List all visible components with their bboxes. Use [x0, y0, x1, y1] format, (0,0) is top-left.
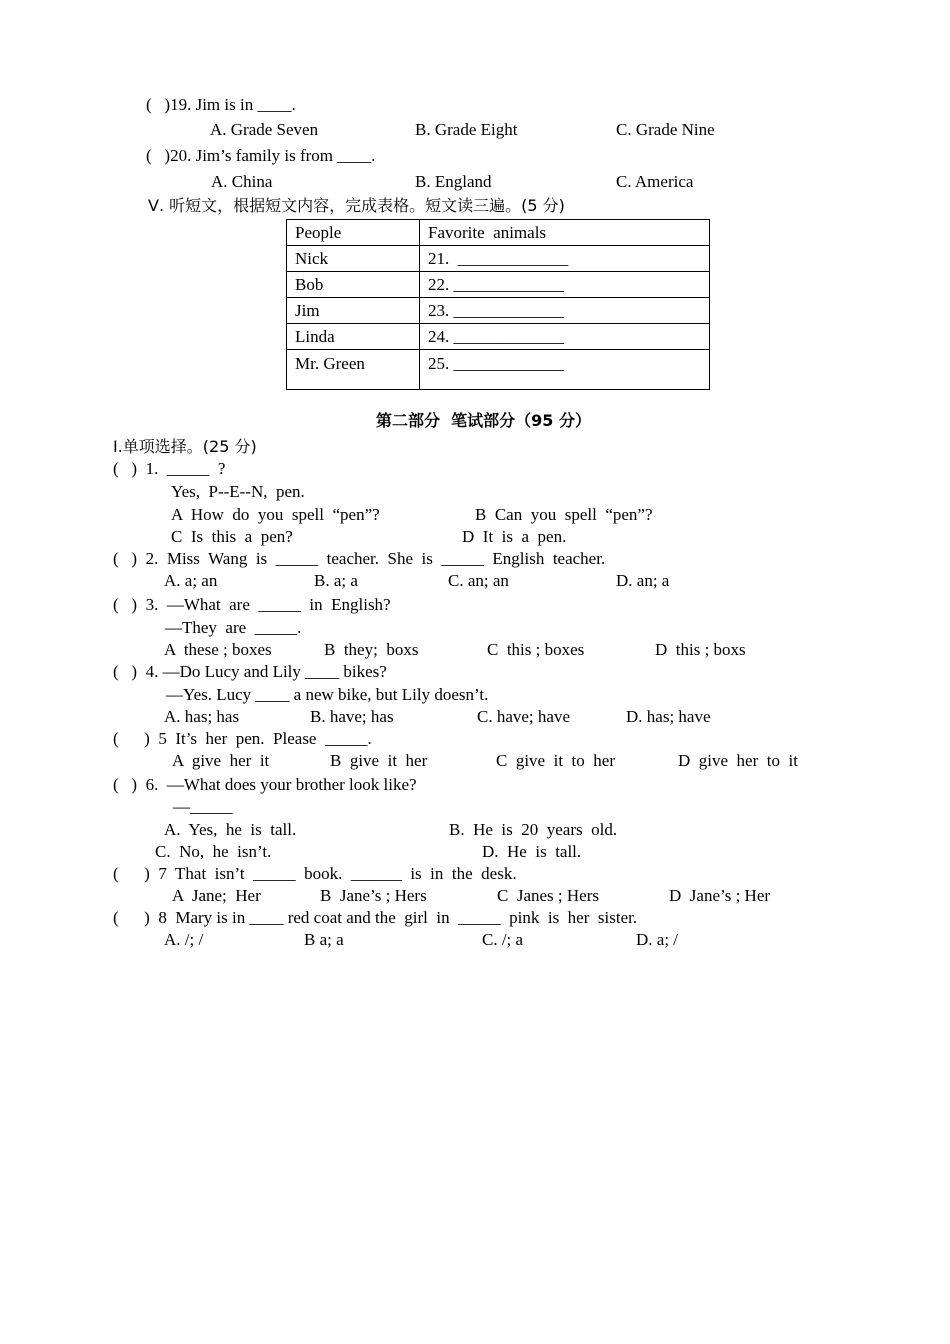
table-cell-person: Linda — [287, 324, 420, 350]
q3-stem: ( ) 3. —What are _____ in English? — [113, 595, 391, 614]
q8-option-c: C. /; a — [482, 930, 524, 949]
q6-option-a: A. Yes, he is tall. — [164, 820, 297, 839]
table-row — [287, 350, 710, 390]
q4-option-b: B. have; has — [310, 707, 394, 726]
q8-option-b: B a; a — [304, 930, 344, 949]
table-cell-blank: 21. _____________ — [420, 246, 710, 272]
q1-option-b: B Can you spell “pen”? — [475, 505, 653, 524]
table-cell-blank: 24. _____________ — [420, 324, 710, 350]
q20-stem: ( )20. Jim’s family is from ____. — [146, 146, 376, 165]
q4-option-a: A. has; has — [164, 707, 240, 726]
q7-option-d: D Jane’s ; Her — [669, 886, 771, 905]
favorite-animals-table — [286, 219, 710, 390]
table-cell-blank: 23. _____________ — [420, 298, 710, 324]
q4-option-c: C. have; have — [477, 707, 570, 726]
q7-option-c: C Janes ; Hers — [497, 886, 599, 905]
q20-option-a: A. China — [211, 172, 273, 191]
table-header-animals: Favorite animals — [420, 220, 710, 246]
q3-sub: —They are _____. — [165, 618, 302, 637]
q1-option-a: A How do you spell “pen”? — [171, 505, 380, 524]
q2-option-b: B. a; a — [314, 571, 358, 590]
q5-option-b: B give it her — [330, 751, 428, 770]
q6-option-d: D. He is tall. — [482, 842, 582, 861]
part2-title: 第二部分 笔试部分（95 分） — [376, 411, 591, 430]
q8-option-d: D. a; / — [636, 930, 679, 949]
table-row — [287, 298, 710, 324]
table-row — [287, 324, 710, 350]
q3-option-d: D this ; boxs — [655, 640, 746, 659]
q7-option-b: B Jane’s ; Hers — [320, 886, 427, 905]
q19-option-b: B. Grade Eight — [415, 120, 518, 139]
table-cell-person: Bob — [287, 272, 420, 298]
q20-option-c: C. America — [616, 172, 694, 191]
table-header-people: People — [287, 220, 420, 246]
table-cell-blank: 25. _____________ — [420, 350, 710, 390]
table-header-row — [287, 220, 710, 246]
q6-option-b: B. He is 20 years old. — [449, 820, 618, 839]
q1-option-c: C Is this a pen? — [171, 527, 293, 546]
q5-option-d: D give her to it — [678, 751, 798, 770]
table-row — [287, 272, 710, 298]
q2-option-c: C. an; an — [448, 571, 509, 590]
q1-option-d: D It is a pen. — [462, 527, 567, 546]
q19-stem: ( )19. Jim is in ____. — [146, 95, 296, 114]
table-cell-person: Nick — [287, 246, 420, 272]
q7-option-a: A Jane; Her — [172, 886, 261, 905]
q5-option-a: A give her it — [172, 751, 270, 770]
table-row — [287, 246, 710, 272]
q4-sub: —Yes. Lucy ____ a new bike, but Lily doesn’t. — [166, 685, 489, 704]
q3-option-b: B they; boxs — [324, 640, 419, 659]
q3-option-a: A these ; boxes — [164, 640, 272, 659]
table-cell-person: Mr. Green — [287, 350, 420, 390]
q5-option-c: C give it to her — [496, 751, 615, 770]
q5-stem: ( ) 5 It’s her pen. Please _____. — [113, 729, 372, 748]
q2-option-a: A. a; an — [164, 571, 218, 590]
q19-option-c: C. Grade Nine — [616, 120, 715, 139]
q1-sub: Yes, P--E--N, pen. — [171, 482, 305, 501]
q20-option-b: B. England — [415, 172, 492, 191]
section5-title: Ⅴ. 听短文，根据短文内容，完成表格。短文读三遍。(5 分) — [148, 196, 565, 215]
q6-stem: ( ) 6. —What does your brother look like? — [113, 775, 417, 794]
q3-option-c: C this ; boxes — [487, 640, 585, 659]
q6-option-c: C. No, he isn’t. — [155, 842, 272, 861]
q2-stem: ( ) 2. Miss Wang is _____ teacher. She is _____ English teacher. — [113, 549, 606, 568]
q1-stem: ( ) 1. _____ ? — [113, 459, 226, 478]
q4-stem: ( ) 4. —Do Lucy and Lily ____ bikes? — [113, 662, 387, 681]
q7-stem: ( ) 7 That isn’t _____ book. ______ is in the desk. — [113, 864, 517, 883]
q2-option-d: D. an; a — [616, 571, 670, 590]
q8-option-a: A. /; / — [164, 930, 204, 949]
q6-sub: —_____ — [173, 797, 233, 816]
q8-stem: ( ) 8 Mary is in ____ red coat and the girl in _____ pink is her sister. — [113, 908, 638, 927]
table-cell-person: Jim — [287, 298, 420, 324]
table-cell-blank: 22. _____________ — [420, 272, 710, 298]
q4-option-d: D. has; have — [626, 707, 711, 726]
q19-option-a: A. Grade Seven — [210, 120, 319, 139]
section1-title: I.单项选择。(25 分) — [113, 437, 257, 456]
